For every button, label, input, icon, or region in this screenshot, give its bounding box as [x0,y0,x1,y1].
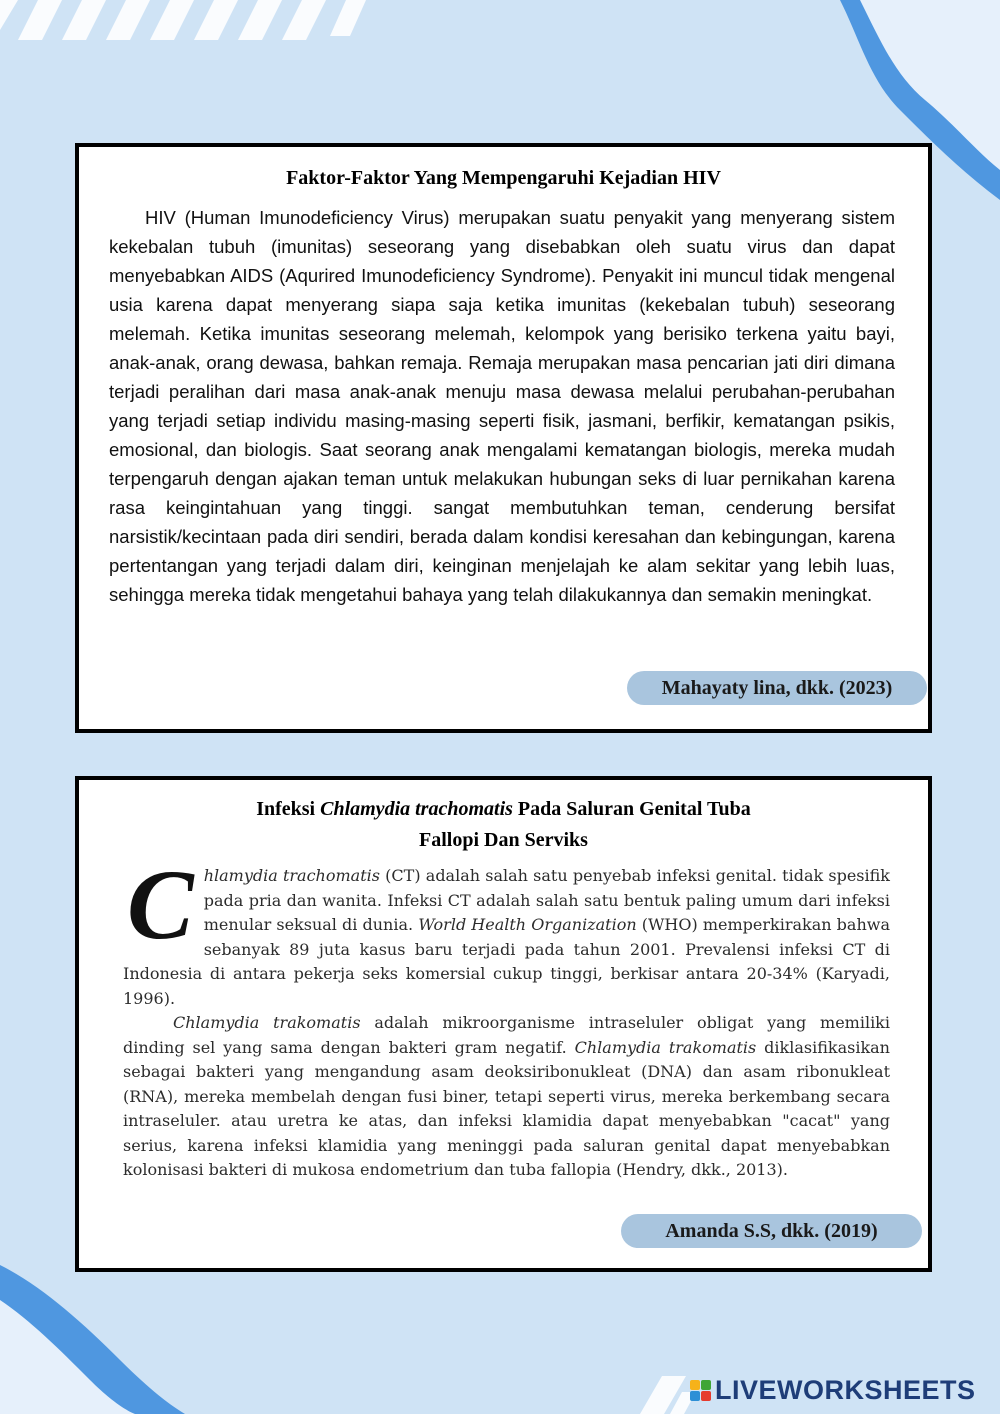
card2-paragraph-1 [123,849,890,1011]
chlamydia-card [75,776,932,1272]
hiv-factors-card [75,143,932,733]
dropcap-letter: C [127,849,194,960]
card1-paragraph [109,203,895,609]
liveworksheets-logo[interactable] [690,1374,976,1406]
card2-scanned-text [123,849,890,1183]
card2-title-line2: Fallopi Dan Serviks [419,829,588,851]
card1-citation: Mahayaty lina, dkk. (2023) [627,671,927,705]
card2-title [79,794,928,856]
p2-italic-b: Chlamydia trakomatis [574,1037,757,1057]
card1-title: Faktor-Faktor Yang Mempengaruhi Kejadian HIV [286,167,721,189]
p2-text-a: adalah mikroorganisme intraseluler obligat yang memiliki dinding sel yang sama dengan bakteri gram negatif. [123,1013,890,1057]
p1-italic-start: hlamydia trachomatis [203,866,380,885]
card2-title-prefix: Infeksi [256,798,321,820]
p1-text-b: (WHO) memperkirakan bahwa sebanyak 89 juta kasus baru terjadi pada tahun 2001. Prevalensi infeksi CT di Indonesia di antara pekerja seks komersial cukup tinggi, berkisar antara 20-34% (Karyadi, 1996). [123,915,890,1008]
bottom-stripes [640,1376,696,1414]
card1-paragraph-text: HIV (Human Imunodeficiency Virus) merupakan suatu penyakit yang menyerang sistem kekebalan tubuh (imunitas) seseorang yang disebabkan oleh suatu virus dan dapat menyebabkan AIDS (Aqurired Imunodeficiency Syndrome). Penyakit ini muncul tidak mengenal usia karena dapat menyerang siapa saja ketika imunitas (kekebalan tubuh) seseorang melemah. Ketika imunitas seseorang melemah, kelompok yang berisiko terkena yaitu bayi, anak-anak, orang dewasa, bahkan remaja. Remaja merupakan masa pencarian jati diri dimana terjadi peralihan dari masa anak-anak menuju masa dewasa melalui perubahan-perubahan yang terjadi setiap individu masing-masing seperti fisik, jasmani, berfikir, kematangan psikis, emosional, dan biologis. Saat seorang anak mengalami kematangan biologis, mereka mudah terpengaruh dengan ajakan teman untuk melakukan hubungan seks di luar pernikahan karena rasa keingintahuan yang tinggi. sangat membutuhkan teman, cenderung bersifat narsistik/kecintaan pada diri sendiri, berada dalam kondisi keresahan dan kebingungan, karena pertentangan yang terjadi dalam diri, keinginan menjelajah ke alam sekitar yang lebih luas, sehingga mereka tidak mengetahui bahaya yang telah dilakukannya dan semakin meningkat. [109,207,895,605]
p2-text-b: diklasifikasikan sebagai bakteri yang mengandung asam deoksiribonukleat (DNA) dan asam ribonukleat (RNA), mereka membelah dengan fusi biner, tetapi seperti virus, mereka berkembang secara intraseluler. atau uretra ke atas, dan infeksi klamidia dapat menyebabkan "cacat" yang serius, karena infeksi klamidia yang meninggi pada saluran genital dapat menyebabkan kolonisasi bakteri di mukosa endometrium dan tuba fallopia (Hendry, dkk., 2013). [123,1037,890,1179]
card2-title-italic: Chlamydia trachomatis [320,798,513,820]
card2-citation: Amanda S.S, dkk. (2019) [621,1214,922,1248]
card2-title-suffix: Pada Saluran Genital Tuba [512,798,751,820]
card2-paragraph-2 [123,1011,890,1183]
liveworksheets-grid-icon [690,1380,711,1401]
p1-italic-who: World Health Organization [418,915,637,934]
logo-text: LIVEWORKSHEETS [715,1374,976,1405]
top-stripes [0,0,366,40]
p2-italic-a: Chlamydia trakomatis [173,1013,361,1032]
p1-text-a: (CT) adalah salah satu penyebab infeksi genital. tidak spesifik pada pria dan wanita. Infeksi CT adalah salah satu bentuk paling umum dari infeksi menular seksual di dunia. [203,866,890,934]
